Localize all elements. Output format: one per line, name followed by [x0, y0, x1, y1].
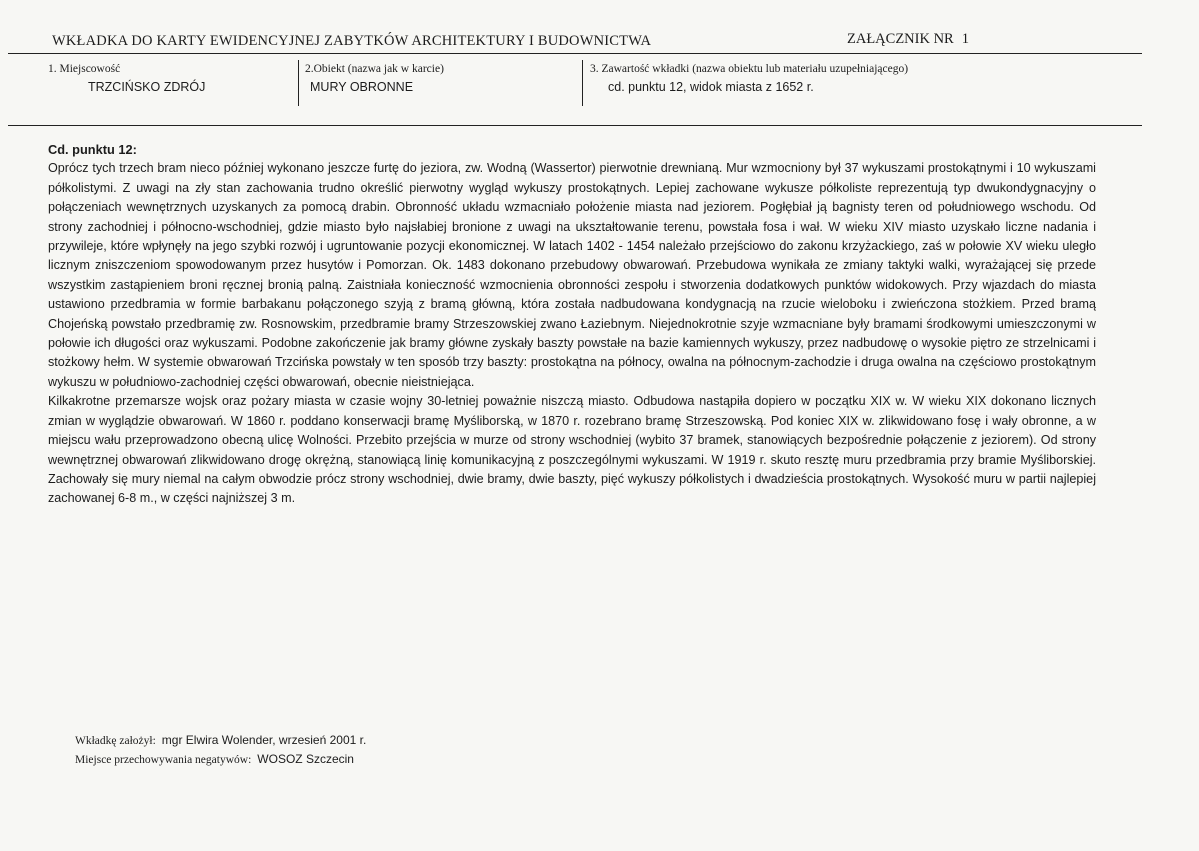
content-value: cd. punktu 12, widok miasta z 1652 r.	[608, 80, 814, 94]
object-value: MURY OBRONNE	[310, 80, 414, 94]
author-label: Wkładkę założył:	[75, 735, 156, 747]
main-text	[48, 140, 1096, 509]
author-line	[75, 733, 366, 748]
annex-label-text: ZAŁĄCZNIK NR	[847, 31, 954, 47]
object-label: 2.Obiekt (nazwa jak w karcie)	[305, 63, 444, 75]
paragraph-2: Kilkakrotne przemarsze wojsk oraz pożary miasta w czasie wojny 30-letniej poważnie niszczą miasto. Odbudowa nastąpiła dopiero w początku XIX w. W wieku XIX dokonano licznych zmian w wyglądzie obwarowań. W 1860 r. poddano konserwacji bramę Myśliborską, w 1870 r. rozebrano bramę Strzeszowską. Pod koniec XIX w. zlikwidowano fosę i wały obronne, a w miejscu wału przeprowadzono obecną ulicę Wolności. Przebito przejścia w murze od strony wschodniej (wybito 37 bramek, stanowiących bezpośrednie połączenie z jeziorem). Od strony wewnętrznej obwarowań zlikwidowano drogę okrężną, stanowiącą linię komunikacyjną z poszczególnymi wykuszami. W 1919 r. skuto resztę muru przedbramia przy bramie Myśliborskiej. Zachowały się mury niemal na całym obwodzie prócz strony wschodniej, dwie bramy, dwie baszty, pięć wykuszy półkolistych i dwadzieścia prostokątnych. Wysokość muru w partii najlepiej zachowanej 6-8 m., w części najniższej 3 m.	[48, 394, 1096, 506]
storage-line	[75, 752, 354, 767]
paragraph-1: Oprócz tych trzech bram nieco później wykonano jeszcze furtę do jeziora, zw. Wodną (Wassertor) pierwotnie drewnianą. Mur wzmocniony był 37 wykuszami prostokątnymi i 10 wykuszami półkolistymi. Z uwagi na zły stan zachowania trudno określić pierwotny wygląd wykuszy prostokątnych. Lepiej zachowane wykusze półkoliste reprezentują typ dwukondygnacyjny o połączeniach wewnętrznych uzyskanych za pomocą drabin. Obronność układu wzmacniało położenie miasta nad jeziorem. Pogłębiał ją bagnisty teren od południowego wschodu. Od strony zachodniej i północno-wschodniej, gdzie miasto było najsłabiej bronione z uwagi na ukształtowanie terenu, powstała fosa i wał. W wieku XIV miasto uzyskało liczne nadania i przywileje, które wpłynęły na jego szybki rozwój i ugruntowanie pozycji ekonomicznej. W latach 1402 - 1454 należało przejściowo do zakonu krzyżackiego, zaś w połowie XV wieku uległo licznym zniszczeniom spowodowanym przez husytów i Pomorzan. Ok. 1483 dokonano przebudowy obwarowań. Przebudowa wynikała ze zmiany taktyki walki, wyrażającej się przede wszystkim zastąpieniem broni ręcznej bronią palną. Zaistniała konieczność wzmocnienia obronności zespołu i stworzenia dodatkowych punktów widokowych. Przy wjazdach do miasta ustawiono przedbramia w formie barbakanu połączonego szyją z bramą główną, która została nadbudowana kondygnacją na rzucie wieloboku i zwieńczona stożkiem. Przed bramą Chojeńską powstało przedbramię zw. Rosnowskim, przedbramie bramy Strzeszowskiej zwano Łaziebnym. Niejednokrotnie szyje wzmacniane były bramami środkowymi umieszczonymi w połowie ich długości oraz wykuszami. Podobne zakończenie jak bramy główne zyskały baszty powstałe na bazie kamiennych wykuszy, przez nadbudowę o wysokie piętro ze strzelnicami i stożkowy hełm. W systemie obwarowań Trzcińska powstały w ten sposób trzy baszty: prostokątna na północy, owalna na północnym-zachodzie i druga owalna na częściowo prostokątnym wykuszu w południowo-zachodniej części obwarowań, obecnie nieistniejąca.	[48, 161, 1096, 389]
field-divider-2	[582, 60, 583, 106]
header-bottom-rule	[8, 125, 1142, 126]
document-title: WKŁADKA DO KARTY EWIDENCYJNEJ ZABYTKÓW ARCHITEKTURY I BUDOWNICTWA	[52, 33, 652, 49]
locality-label: 1. Miejscowość	[48, 63, 121, 75]
section-heading: Cd. punktu 12:	[48, 142, 137, 157]
annex-number: 1	[961, 31, 969, 47]
annex-label	[847, 31, 969, 48]
locality-value: TRZCIŃSKO ZDRÓJ	[88, 80, 206, 94]
header-top-rule	[8, 53, 1142, 54]
field-divider-1	[298, 60, 299, 106]
storage-value: WOSOZ Szczecin	[257, 752, 354, 766]
storage-label: Miejsce przechowywania negatywów:	[75, 754, 252, 766]
content-label: 3. Zawartość wkładki (nazwa obiektu lub materiału uzupełniającego)	[590, 63, 909, 75]
author-value: mgr Elwira Wolender, wrzesień 2001 r.	[161, 733, 367, 747]
